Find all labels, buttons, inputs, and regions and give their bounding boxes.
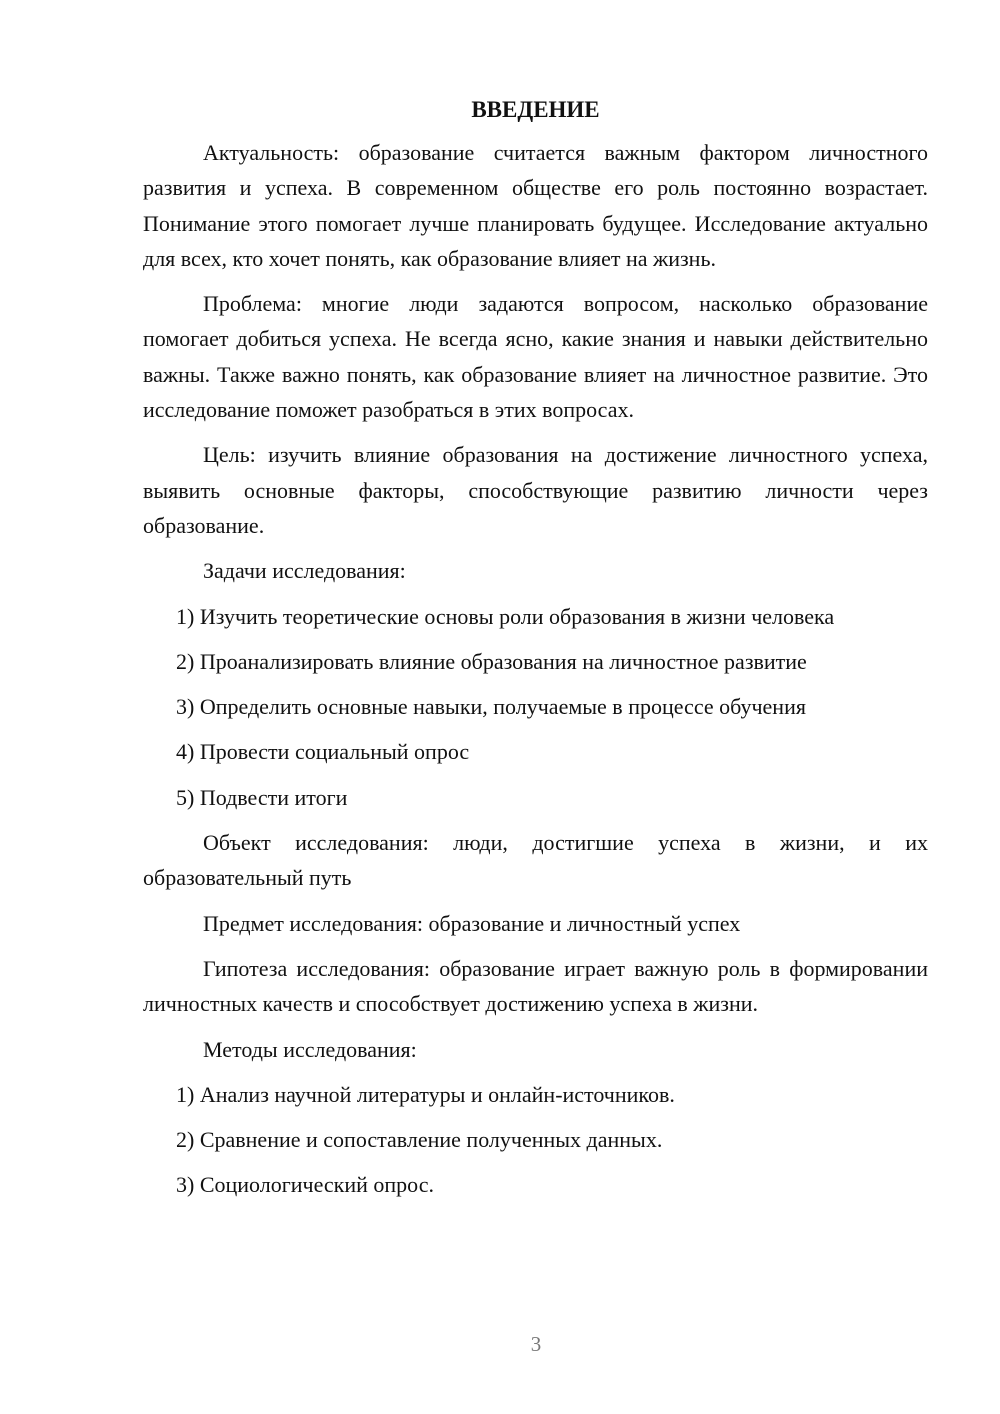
document-page	[143, 92, 928, 1213]
hypothesis-paragraph: Гипотеза исследования: образование играет важную роль в формировании личностных качеств и способствует достижению успеха в жизни.	[143, 955, 928, 1017]
object-paragraph: Объект исследования: люди, достигшие успеха в жизни, и их образовательный путь	[143, 830, 928, 891]
list-item: 2) Сравнение и сопоставление полученных данных.	[176, 1127, 663, 1153]
tasks-heading: Задачи исследования:	[203, 558, 406, 584]
list-item: 3) Социологический опрос.	[176, 1172, 434, 1198]
list-item: 1) Анализ научной литературы и онлайн-источников.	[176, 1081, 675, 1107]
list-item: 1) Изучить теоретические основы роли образования в жизни человека	[176, 603, 835, 629]
relevance-paragraph: Актуальность: образование считается важным фактором личностного развития и успеха. В современном обществе его роль постоянно возрастает. Понимание этого помогает лучше планировать будущее. Исследование актуально для всех, кто хочет понять, как образование влияет на жизнь.	[143, 140, 928, 271]
section-title: ВВЕДЕНИЕ	[471, 97, 600, 122]
list-item: 3) Определить основные навыки, получаемые в процессе обучения	[176, 694, 806, 720]
tasks-list	[143, 599, 928, 815]
subject-paragraph: Предмет исследования: образование и личностный успех	[203, 910, 741, 936]
methods-list	[143, 1077, 928, 1203]
problem-paragraph: Проблема: многие люди задаются вопросом, насколько образование помогает добиться успеха. Не всегда ясно, какие знания и навыки действительно важны. Также важно понять, как образование влияет на личностное развитие. Это исследование поможет разобраться в этих вопросах.	[143, 291, 928, 423]
list-item: 5) Подвести итоги	[176, 784, 348, 810]
list-item: 4) Провести социальный опрос	[176, 739, 470, 765]
methods-heading: Методы исследования:	[203, 1036, 417, 1062]
page-number: 3	[530, 1332, 542, 1356]
list-item: 2) Проанализировать влияние образования на личностное развитие	[176, 648, 807, 674]
goal-paragraph: Цель: изучить влияние образования на достижение личностного успеха, выявить основные факторы, способствующие развитию личности через образование.	[143, 442, 928, 538]
